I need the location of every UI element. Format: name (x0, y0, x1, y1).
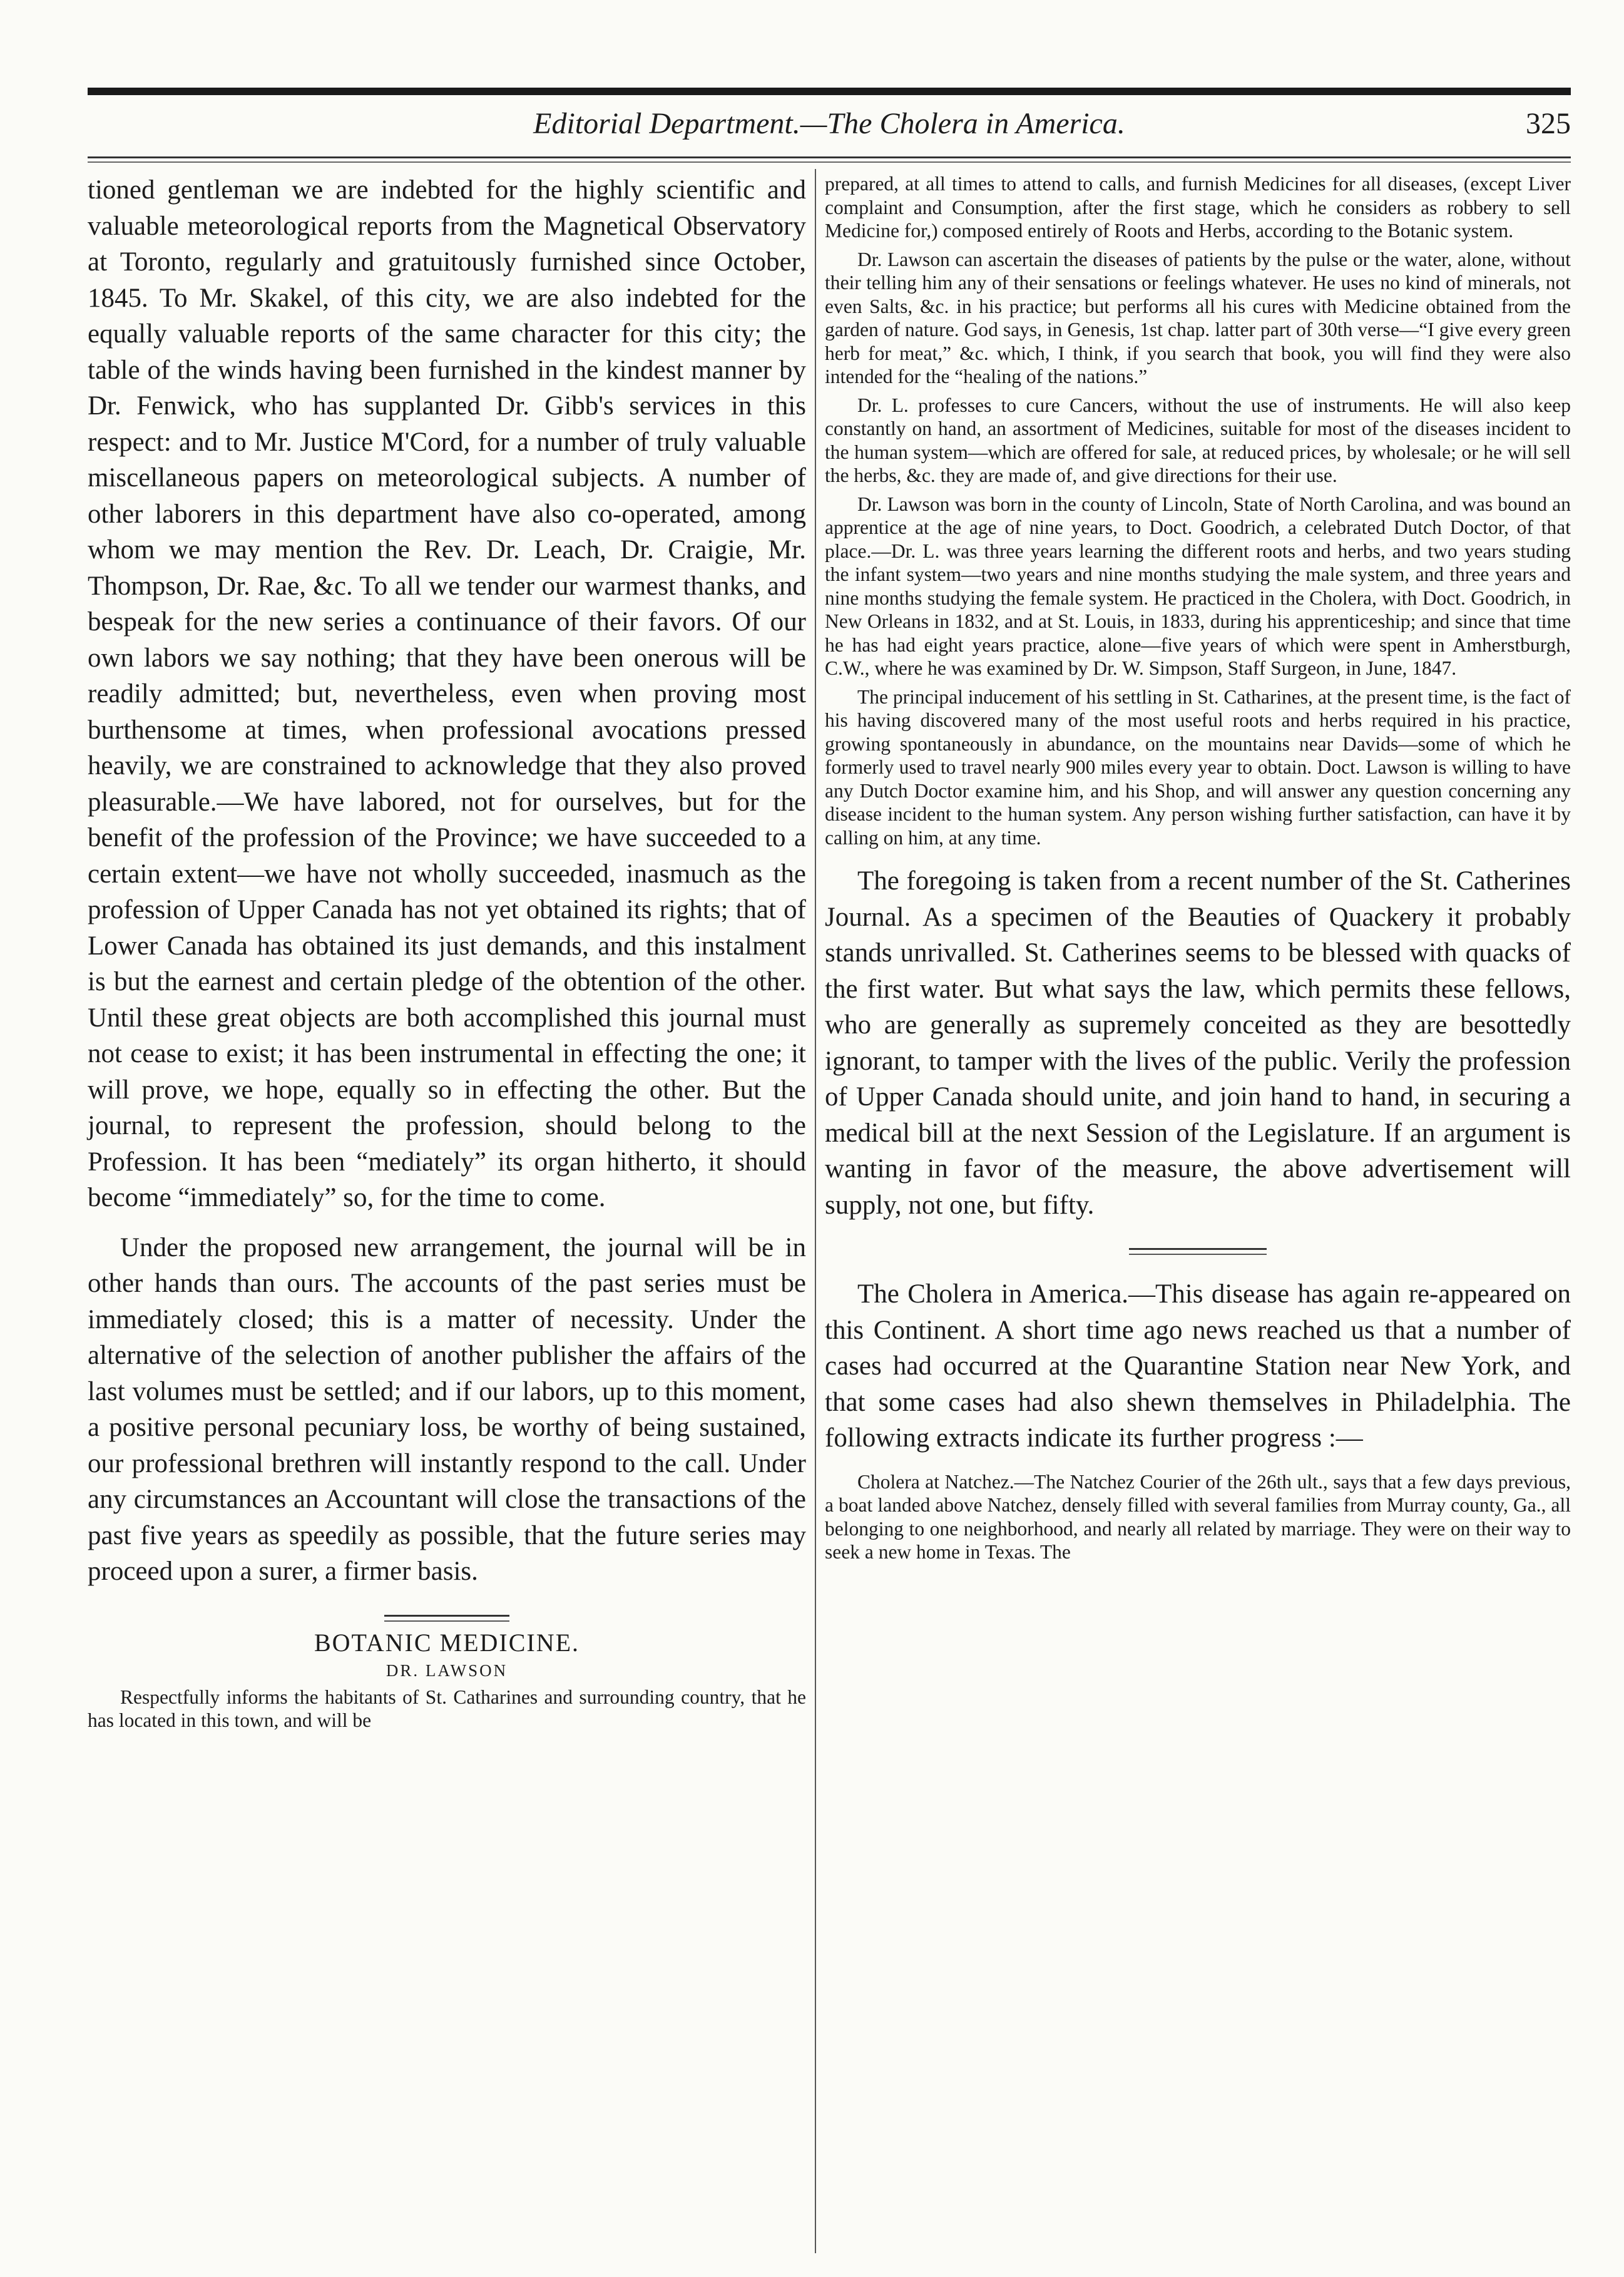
advert-paragraph-3: Dr. L. professes to cure Cancers, without the use of instruments. He will also keep constantly on hand, an assortment of Medicines, suitable for most of the diseases incident to the human system—which are offered for sale, at reduced prices, by wholesale; or he will sell the herbs, &c. they are made of, and give directions for their use. (825, 394, 1571, 486)
running-head: Editorial Department.—The Cholera in America. (533, 107, 1125, 140)
paragraph-natchez: Cholera at Natchez.—The Natchez Courier of the 26th ult., says that a few days previous, a boat landed above Natchez, densely filled with several families from Murray county, Ga., all belonging to one neighborhood, and nearly all related by marriage. They were on their way to seek a new home in Texas. The (825, 1470, 1571, 1563)
header-rule-secondary (88, 161, 1571, 163)
advert-paragraph-2: Dr. Lawson can ascertain the diseases of patients by the pulse or the water, alone, without their telling him any of their sensations or feelings whatever. He uses no kind of minerals, not even Salts, &c. in his practice; but performs all his cures with Medicine obtained from the garden of nature. God says, in Genesis, 1st chap. latter part of 30th verse—“I give every green herb for meat,” &c. which, I think, if you search that book, you will find they were also intended for the “healing of the nations.” (825, 248, 1571, 387)
paragraph-acknowledgements: tioned gentleman we are indebted for the highly scientific and valuable meteorological reports from the Magnetical Observatory at Toronto, regularly and gratuitously furnished since October, 1845. To Mr. Skakel, of this city, we are also indebted for the equally valuable reports of the same character for this city; the table of the winds having been furnished in the kindest manner by Dr. Fenwick, who has supplanted Dr. Gibb's services in this respect: and to Mr. Justice M'Cord, for a number of truly valuable miscellaneous papers on meteorological subjects. A number of other laborers in this department have also co-operated, among whom we may mention the Rev. Dr. Leach, Dr. Craigie, Mr. Thompson, Dr. Rae, &c. To all we tender our warmest thanks, and bespeak for the new series a continuance of their favors. Of our own labors we say nothing; that they have been onerous will be readily admitted; but, nevertheless, even when proving most burthensome at times, when professional avocations pressed heavily, we are constrained to acknowledge that they also proved pleasurable.—We have labored, not for ourselves, but for the benefit of the profession of the Province; we have succeeded to a certain extent—we have not wholly succeeded, inasmuch as the profession of Upper Canada has not yet obtained its rights; that of Lower Canada has obtained its just demands, and this instalment is but the earnest and certain pledge of the obtention of the other. Until these great objects are both accomplished this journal must not cease to exist; it has been instrumental in effecting the one; it will prove, we hope, equally so in effecting the other. But the journal, to represent the profession, should belong to the Profession. It has been “mediately” its organ hitherto, it should become “immediately” so, for the time to come. (88, 175, 806, 1212)
section-rule (384, 1615, 509, 1617)
paragraph-foregoing: The foregoing is taken from a recent number of the St. Catherines Journal. As a specimen of the Beauties of Quackery it probably stands unrivalled. St. Catherines seems to be blessed with quacks of the first water. But what says the law, which permits these fellows, who are generally as supremely conceited as they are besottedly ignorant, to tamper with the lives of the public. Verily the profession of Upper Canada should unite, and join hand to hand, in securing a medical bill at the next Session of the Legislature. If an argument is wanting in favor of the measure, the above advertisement will supply, not one, but fifty. (825, 866, 1571, 1220)
paragraph-new-arrangement: Under the proposed new arrangement, the journal will be in other hands than ours. The accounts of the past series must be immediately closed; this is a matter of necessity. Under the alternative of the selection of another publisher the affairs of the last volumes must be settled; and if our labors, up to this moment, a positive personal pecuniary loss, be worthy of being sustained, our professional brethren will instantly respond to the call. Under any circumstances an Accountant will close the transactions of the past five years as speedily as possible, that the future series may proceed upon a surer, a firmer basis. (88, 1232, 806, 1586)
advert-opening: Respectfully informs the habitants of St. Catharines and surrounding country, that he has located in this town, and will be (88, 1686, 806, 1731)
left-column (88, 172, 806, 1732)
advert-paragraph-5: The principal inducement of his settling in St. Catharines, at the present time, is the fact of his having discovered many of the most useful roots and herbs required in his practice, growing spontaneously in abundance, on the mountains near Davids—some of which he formerly used to travel nearly 900 miles every year to obtain. Doct. Lawson is willing to have any Dutch Doctor examine him, and his Shop, and will answer any question concerning any disease incident to the human system. Any person wishing further satisfaction, can have it by calling on him, at any time. (825, 685, 1571, 849)
page-number: 325 (1526, 107, 1571, 140)
advert-paragraph-4: Dr. Lawson was born in the county of Lincoln, State of North Carolina, and was bound an apprentice at the age of nine years, to Doct. Goodrich, a celebrated Dutch Doctor, of that place.—Dr. L. was three years learning the different roots and herbs, and two years studing the infant system—two years and nine months studying the male system, and three years and nine months studying the female system. He practiced in the Cholera, with Doct. Goodrich, in New Orleans in 1832, and at St. Louis, in 1833, during his apprenticeship; and since that time he has had eight years practice, alone—five years of which were spent in Amherstburgh, C.W., where he was examined by Dr. W. Simpson, Staff Surgeon, in June, 1847. (825, 493, 1571, 679)
section-rule-secondary (384, 1620, 509, 1622)
paragraph-cholera: The Cholera in America.—This disease has again re-appeared on this Continent. A short time ago news reached us that a number of cases had occurred at the Quarantine Station near New York, and that some cases had also shewn themselves in Philadelphia. The following extracts indicate its further progress :— (825, 1279, 1571, 1453)
header-rule (88, 156, 1571, 158)
section-subtitle: DR. LAWSON (386, 1660, 508, 1680)
section-rule-right (1129, 1248, 1267, 1250)
column-divider (815, 169, 816, 2253)
right-column (825, 172, 1571, 1564)
page-header (88, 101, 1571, 151)
top-rule (88, 88, 1571, 95)
section-title: BOTANIC MEDICINE. (314, 1628, 580, 1657)
advert-paragraph-1: prepared, at all times to attend to calls, and furnish Medicines for all diseases, (except Liver complaint and Consumption, after the first stage, which he considers as robbery to sell Medicine for,) composed entirely of Roots and Herbs, according to the Botanic system. (825, 173, 1571, 242)
